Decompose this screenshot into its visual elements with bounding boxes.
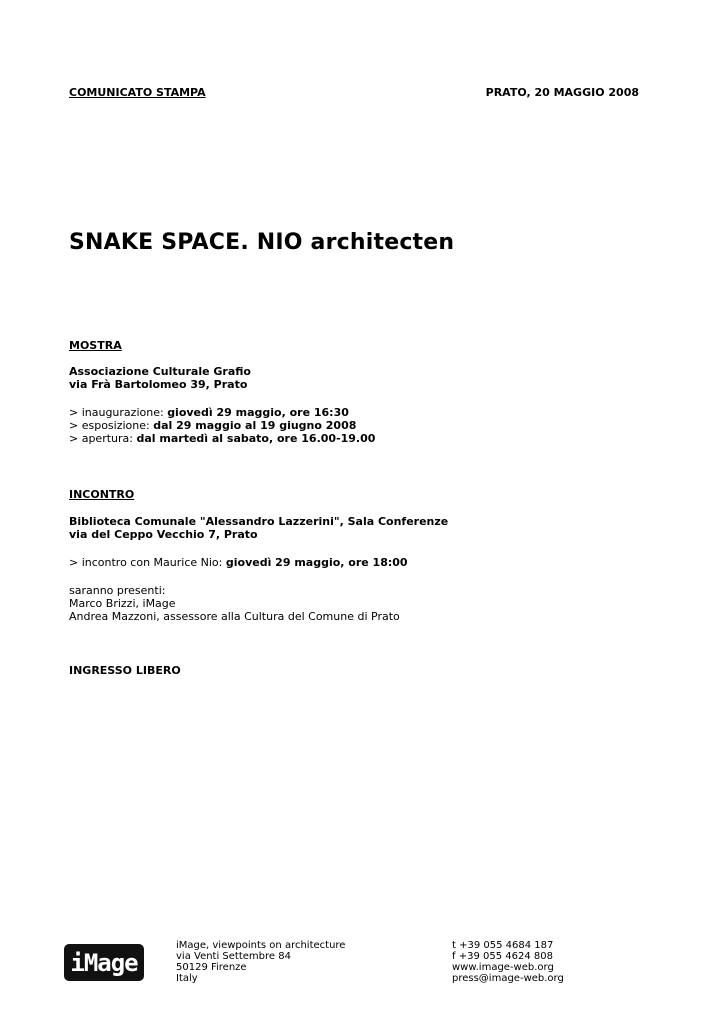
ingresso-libero: INGRESSO LIBERO [69,664,181,677]
inaugurazione-label: > inaugurazione: [69,406,168,419]
incontro-label: > incontro con Maurice Nio: [69,556,226,569]
presenti-person-1: Marco Brizzi, iMage [69,597,176,610]
esposizione-value: dal 29 maggio al 19 giugno 2008 [153,419,357,432]
address-line-2: via Venti Settembre 84 [176,951,291,962]
esposizione-label: > esposizione: [69,419,154,432]
contact-email[interactable]: press@image-web.org [452,973,564,984]
contact-fax: f +39 055 4624 808 [452,951,553,962]
place-date: PRATO, 20 MAGGIO 2008 [485,86,639,99]
presenti-person-2: Andrea Mazzoni, assessore alla Cultura del Comune di Prato [69,610,400,623]
document-type: COMUNICATO STAMPA [69,86,206,99]
incontro-item [69,556,408,570]
page-title: SNAKE SPACE. NIO architecten [69,230,455,255]
footer-address [176,940,345,984]
mostra-venue-address: via Frà Bartolomeo 39, Prato [69,378,248,391]
footer-contacts [452,940,564,984]
address-line-1: iMage, viewpoints on architecture [176,940,346,951]
address-line-3: 50129 Firenze [176,962,247,973]
mostra-heading: MOSTRA [69,339,122,352]
incontro-heading: INCONTRO [69,488,135,501]
incontro-venue-name: Biblioteca Comunale "Alessandro Lazzerini", Sala Conferenze [69,515,449,528]
mostra-esposizione [69,419,356,433]
mostra-venue-name: Associazione Culturale Grafio [69,365,251,378]
presenti-intro: saranno presenti: [69,584,166,597]
mostra-apertura [69,432,375,446]
logo-text: iMage [70,948,138,977]
incontro-value: giovedì 29 maggio, ore 18:00 [225,556,408,569]
address-line-4: Italy [176,973,198,984]
contact-website[interactable]: www.image-web.org [452,962,554,973]
apertura-value: dal martedì al sabato, ore 16.00-19.00 [136,432,376,445]
image-logo [64,944,144,981]
mostra-inaugurazione [69,406,349,420]
apertura-label: > apertura: [69,432,137,445]
incontro-venue-address: via del Ceppo Vecchio 7, Prato [69,528,258,541]
inaugurazione-value: giovedì 29 maggio, ore 16:30 [167,406,349,419]
contact-phone: t +39 055 4684 187 [452,940,554,951]
